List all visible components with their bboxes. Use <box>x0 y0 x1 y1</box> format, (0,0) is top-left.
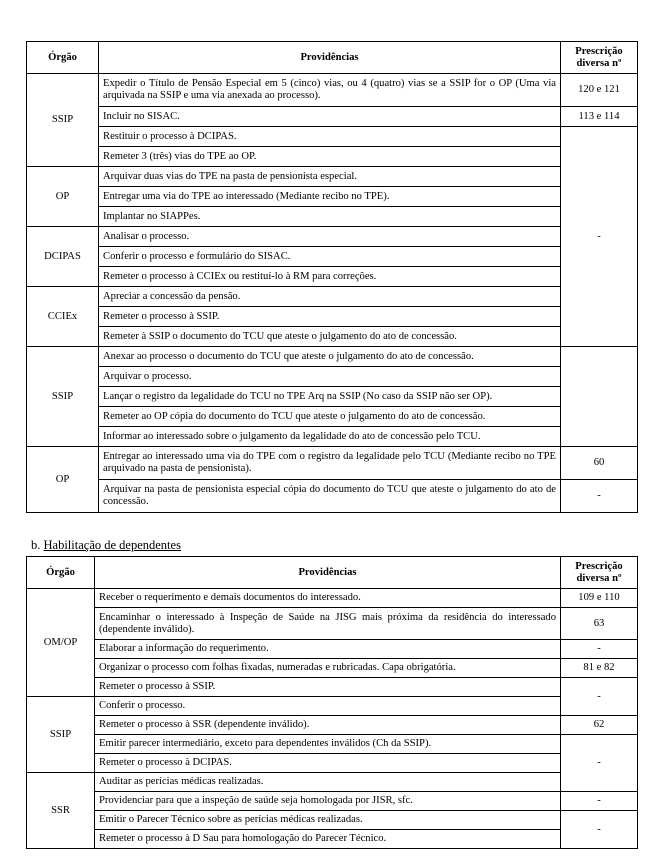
providencia-cell: Conferir o processo e formulário do SISAC. <box>99 247 561 267</box>
header-orgao: Órgão <box>27 557 95 589</box>
providencia-cell: Remeter 3 (três) vias do TPE ao OP. <box>99 147 561 167</box>
providencia-cell: Remeter o processo à DCIPAS. <box>95 754 561 773</box>
table-row <box>27 387 638 407</box>
providencia-cell: Incluir no SISAC. <box>99 107 561 127</box>
providencia-cell: Remeter o processo à SSIP. <box>99 307 561 327</box>
table-row <box>27 407 638 427</box>
providencia-cell: Expedir o Título de Pensão Especial em 5 (cinco) vias, ou 4 (quatro) vias se a SSIP for o OP (Uma via arquivada na SSIP e uma via anexada ao processo). <box>99 74 561 107</box>
prescricao-cell: - <box>561 678 638 716</box>
orgao-cell: SSIP <box>27 697 95 773</box>
table-row <box>27 167 638 187</box>
orgao-cell: CCIEx <box>27 287 99 347</box>
header-orgao: Órgão <box>27 42 99 74</box>
orgao-cell: OM/OP <box>27 589 95 697</box>
providencia-cell: Lançar o registro da legalidade do TCU no TPE Arq na SSIP (No caso da SSIP não ser OP). <box>99 387 561 407</box>
table-row <box>27 127 638 147</box>
table-row <box>27 187 638 207</box>
orgao-cell: SSIP <box>27 74 99 167</box>
table-row <box>27 427 638 447</box>
providencia-cell: Implantar no SIAPPes. <box>99 207 561 227</box>
orgao-cell: SSR <box>27 773 95 849</box>
section-b-title: Habilitação de dependentes <box>43 538 181 552</box>
providencia-cell: Remeter o processo à CCIEx ou restituí-lo à RM para correções. <box>99 267 561 287</box>
table-row <box>27 754 638 773</box>
providencia-cell: Conferir o processo. <box>95 697 561 716</box>
table-row <box>27 735 638 754</box>
table-row <box>27 74 638 107</box>
header-prescricao: Prescrição diversa nº <box>561 42 638 74</box>
prescricao-cell: - <box>561 127 638 347</box>
providencia-cell: Emitir o Parecer Técnico sobre as perícias médicas realizadas. <box>95 811 561 830</box>
providencia-cell: Remeter ao OP cópia do documento do TCU que ateste o julgamento do ato de concessão. <box>99 407 561 427</box>
table-header-row <box>27 42 638 74</box>
table-row <box>27 347 638 367</box>
providencia-cell: Remeter o processo à SSIP. <box>95 678 561 697</box>
table-row <box>27 811 638 830</box>
providencia-cell: Analisar o processo. <box>99 227 561 247</box>
section-b-heading <box>31 538 181 552</box>
prescricao-cell <box>561 347 638 447</box>
providencia-cell: Arquivar duas vias do TPE na pasta de pensionista especial. <box>99 167 561 187</box>
table-row <box>27 659 638 678</box>
prescricao-cell: - <box>561 735 638 792</box>
table-row <box>27 792 638 811</box>
table-row <box>27 697 638 716</box>
table-row <box>27 247 638 267</box>
table-pensao-especial <box>26 41 638 513</box>
table-row <box>27 480 638 513</box>
table-row <box>27 608 638 640</box>
table-row <box>27 678 638 697</box>
orgao-cell: OP <box>27 447 99 513</box>
table-row <box>27 830 638 849</box>
providencia-cell: Remeter o processo à SSR (dependente inválido). <box>95 716 561 735</box>
table-row <box>27 716 638 735</box>
providencia-cell: Encaminhar o interessado à Inspeção de Saúde na JISG mais próxima da residência do interessado (dependente inválido). <box>95 608 561 640</box>
table-habilitacao-dependentes <box>26 556 638 849</box>
prescricao-cell: 60 <box>561 447 638 480</box>
table-row <box>27 267 638 287</box>
providencia-cell: Auditar as perícias médicas realizadas. <box>95 773 561 792</box>
providencia-cell: Receber o requerimento e demais documentos do interessado. <box>95 589 561 608</box>
prescricao-cell: 113 e 114 <box>561 107 638 127</box>
table-row <box>27 227 638 247</box>
providencia-cell: Entregar uma via do TPE ao interessado (Mediante recibo no TPE). <box>99 187 561 207</box>
table-row <box>27 147 638 167</box>
providencia-cell: Entregar ao interessado uma via do TPE com o registro da legalidade pelo TCU (Mediante recibo no TPE arquivado na pasta de pensionista). <box>99 447 561 480</box>
providencia-cell: Elaborar a informação do requerimento. <box>95 640 561 659</box>
table-row <box>27 367 638 387</box>
table-row <box>27 107 638 127</box>
prescricao-cell: 109 e 110 <box>561 589 638 608</box>
prescricao-cell: - <box>561 792 638 811</box>
providencia-cell: Arquivar o processo. <box>99 367 561 387</box>
table-row <box>27 287 638 307</box>
prescricao-cell: 62 <box>561 716 638 735</box>
orgao-cell: DCIPAS <box>27 227 99 287</box>
table-row <box>27 640 638 659</box>
table-row <box>27 327 638 347</box>
providencia-cell: Emitir parecer intermediário, exceto para dependentes inválidos (Ch da SSIP). <box>95 735 561 754</box>
table-row <box>27 207 638 227</box>
providencia-cell: Restituir o processo à DCIPAS. <box>99 127 561 147</box>
section-b-prefix: b. <box>31 538 41 552</box>
providencia-cell: Remeter à SSIP o documento do TCU que ateste o julgamento do ato de concessão. <box>99 327 561 347</box>
table-row <box>27 589 638 608</box>
providencia-cell: Informar ao interessado sobre o julgamento da legalidade do ato de concessão pelo TCU. <box>99 427 561 447</box>
prescricao-cell: - <box>561 640 638 659</box>
header-prescricao: Prescrição diversa nº <box>561 557 638 589</box>
providencia-cell: Arquivar na pasta de pensionista especial cópia do documento do TCU que ateste o julgamento do ato de concessão. <box>99 480 561 513</box>
header-providencias: Providências <box>95 557 561 589</box>
prescricao-cell: - <box>561 480 638 513</box>
prescricao-cell: 63 <box>561 608 638 640</box>
table-row <box>27 307 638 327</box>
providencia-cell: Providenciar para que a inspeção de saúde seja homologada por JISR, sfc. <box>95 792 561 811</box>
providencia-cell: Remeter o processo à D Sau para homologação do Parecer Técnico. <box>95 830 561 849</box>
orgao-cell: OP <box>27 167 99 227</box>
prescricao-cell: 120 e 121 <box>561 74 638 107</box>
providencia-cell: Organizar o processo com folhas fixadas, numeradas e rubricadas. Capa obrigatória. <box>95 659 561 678</box>
orgao-cell: SSIP <box>27 347 99 447</box>
table-header-row <box>27 557 638 589</box>
providencia-cell: Apreciar a concessão da pensão. <box>99 287 561 307</box>
providencia-cell: Anexar ao processo o documento do TCU que ateste o julgamento do ato de concessão. <box>99 347 561 367</box>
header-providencias: Providências <box>99 42 561 74</box>
table-row <box>27 447 638 480</box>
table-row <box>27 773 638 792</box>
prescricao-cell: - <box>561 811 638 849</box>
prescricao-cell: 81 e 82 <box>561 659 638 678</box>
